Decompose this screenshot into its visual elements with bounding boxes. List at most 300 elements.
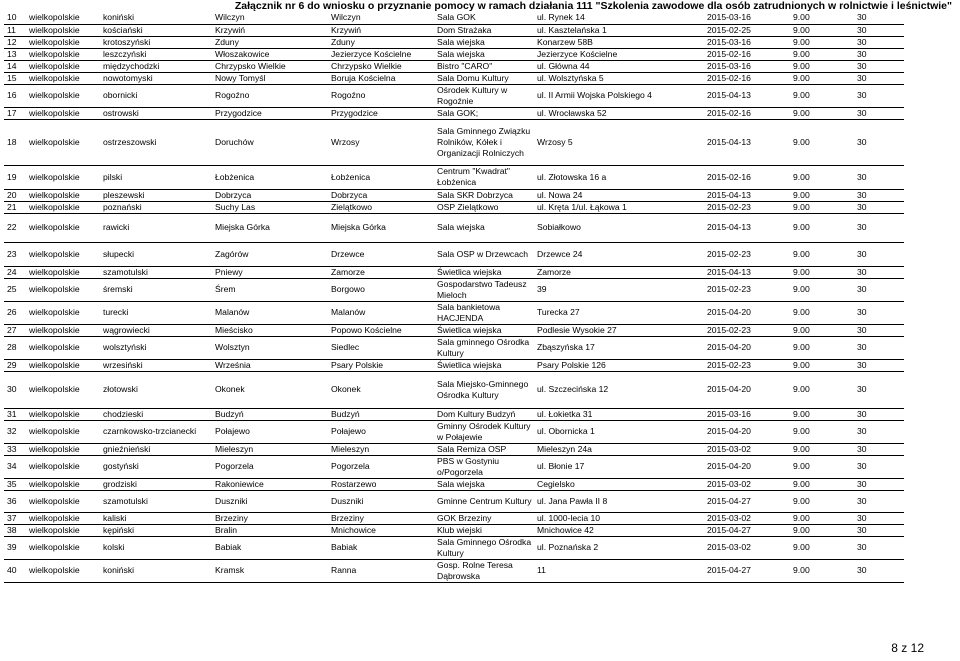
participants-cell: 30 bbox=[854, 242, 904, 266]
time-cell: 9.00 bbox=[790, 371, 854, 408]
voivodeship-cell: wielkopolskie bbox=[26, 490, 100, 512]
date-cell: 2015-03-16 bbox=[704, 36, 790, 48]
row-number-cell: 12 bbox=[4, 36, 26, 48]
municipality-cell: Pogorzela bbox=[212, 455, 328, 478]
municipality-cell: Brzeziny bbox=[212, 512, 328, 524]
row-number-cell: 22 bbox=[4, 213, 26, 242]
date-cell: 2015-04-20 bbox=[704, 301, 790, 324]
row-number-cell: 15 bbox=[4, 72, 26, 84]
time-cell: 9.00 bbox=[790, 278, 854, 301]
locality-cell: Boruja Kościelna bbox=[328, 72, 434, 84]
voivodeship-cell: wielkopolskie bbox=[26, 278, 100, 301]
locality-cell: Chrzypsko Wielkie bbox=[328, 60, 434, 72]
table-row bbox=[4, 48, 904, 60]
voivodeship-cell: wielkopolskie bbox=[26, 336, 100, 359]
date-cell: 2015-02-16 bbox=[704, 72, 790, 84]
time-cell: 9.00 bbox=[790, 201, 854, 213]
time-cell: 9.00 bbox=[790, 301, 854, 324]
voivodeship-cell: wielkopolskie bbox=[26, 536, 100, 559]
locality-cell: Duszniki bbox=[328, 490, 434, 512]
county-cell: turecki bbox=[100, 301, 212, 324]
voivodeship-cell: wielkopolskie bbox=[26, 524, 100, 536]
county-cell: ostrowski bbox=[100, 107, 212, 119]
municipality-cell: Dobrzyca bbox=[212, 189, 328, 201]
venue-cell: Świetlica wiejska bbox=[434, 266, 534, 278]
locality-cell: Borgowo bbox=[328, 278, 434, 301]
municipality-cell: Rakoniewice bbox=[212, 478, 328, 490]
participants-cell: 30 bbox=[854, 60, 904, 72]
voivodeship-cell: wielkopolskie bbox=[26, 420, 100, 443]
table-row bbox=[4, 443, 904, 455]
voivodeship-cell: wielkopolskie bbox=[26, 408, 100, 420]
date-cell: 2015-04-13 bbox=[704, 213, 790, 242]
table-row bbox=[4, 119, 904, 165]
address-cell: ul. Nowa 24 bbox=[534, 189, 704, 201]
voivodeship-cell: wielkopolskie bbox=[26, 12, 100, 24]
county-cell: chodzieski bbox=[100, 408, 212, 420]
time-cell: 9.00 bbox=[790, 242, 854, 266]
time-cell: 9.00 bbox=[790, 60, 854, 72]
municipality-cell: Włoszakowice bbox=[212, 48, 328, 60]
county-cell: ostrzeszowski bbox=[100, 119, 212, 165]
voivodeship-cell: wielkopolskie bbox=[26, 201, 100, 213]
municipality-cell: Okonek bbox=[212, 371, 328, 408]
table-row bbox=[4, 213, 904, 242]
participants-cell: 30 bbox=[854, 36, 904, 48]
table-row bbox=[4, 242, 904, 266]
voivodeship-cell: wielkopolskie bbox=[26, 359, 100, 371]
voivodeship-cell: wielkopolskie bbox=[26, 324, 100, 336]
county-cell: czarnkowsko-trzcianecki bbox=[100, 420, 212, 443]
address-cell: Jezierzyce Kościelne bbox=[534, 48, 704, 60]
venue-cell: Dom Strażaka bbox=[434, 24, 534, 36]
date-cell: 2015-04-13 bbox=[704, 84, 790, 107]
participants-cell: 30 bbox=[854, 490, 904, 512]
participants-cell: 30 bbox=[854, 201, 904, 213]
county-cell: wolsztyński bbox=[100, 336, 212, 359]
table-row bbox=[4, 12, 904, 24]
row-number-cell: 21 bbox=[4, 201, 26, 213]
voivodeship-cell: wielkopolskie bbox=[26, 478, 100, 490]
date-cell: 2015-04-13 bbox=[704, 119, 790, 165]
time-cell: 9.00 bbox=[790, 408, 854, 420]
table-row bbox=[4, 165, 904, 189]
participants-cell: 30 bbox=[854, 84, 904, 107]
municipality-cell: Miejska Górka bbox=[212, 213, 328, 242]
time-cell: 9.00 bbox=[790, 536, 854, 559]
row-number-cell: 23 bbox=[4, 242, 26, 266]
row-number-cell: 39 bbox=[4, 536, 26, 559]
row-number-cell: 28 bbox=[4, 336, 26, 359]
row-number-cell: 36 bbox=[4, 490, 26, 512]
venue-cell: Sala bankietowa HACJENDA bbox=[434, 301, 534, 324]
municipality-cell: Zduny bbox=[212, 36, 328, 48]
venue-cell: Sala GOK; bbox=[434, 107, 534, 119]
row-number-cell: 33 bbox=[4, 443, 26, 455]
municipality-cell: Duszniki bbox=[212, 490, 328, 512]
participants-cell: 30 bbox=[854, 213, 904, 242]
time-cell: 9.00 bbox=[790, 266, 854, 278]
time-cell: 9.00 bbox=[790, 165, 854, 189]
county-cell: gnieźnieński bbox=[100, 443, 212, 455]
row-number-cell: 11 bbox=[4, 24, 26, 36]
participants-cell: 30 bbox=[854, 48, 904, 60]
locality-cell: Wilczyn bbox=[328, 12, 434, 24]
row-number-cell: 27 bbox=[4, 324, 26, 336]
address-cell: 39 bbox=[534, 278, 704, 301]
date-cell: 2015-03-16 bbox=[704, 60, 790, 72]
date-cell: 2015-02-16 bbox=[704, 107, 790, 119]
table-row bbox=[4, 189, 904, 201]
date-cell: 2015-03-02 bbox=[704, 536, 790, 559]
venue-cell: Gospodarstwo Tadeusz Mieloch bbox=[434, 278, 534, 301]
municipality-cell: Krzywiń bbox=[212, 24, 328, 36]
date-cell: 2015-02-23 bbox=[704, 242, 790, 266]
address-cell: Konarzew 58B bbox=[534, 36, 704, 48]
locality-cell: Rogoźno bbox=[328, 84, 434, 107]
participants-cell: 30 bbox=[854, 371, 904, 408]
time-cell: 9.00 bbox=[790, 324, 854, 336]
table-row bbox=[4, 359, 904, 371]
county-cell: krotoszyński bbox=[100, 36, 212, 48]
date-cell: 2015-04-20 bbox=[704, 455, 790, 478]
municipality-cell: Wolsztyn bbox=[212, 336, 328, 359]
date-cell: 2015-04-13 bbox=[704, 266, 790, 278]
venue-cell: Sala gminnego Ośrodka Kultury bbox=[434, 336, 534, 359]
county-cell: międzychodzki bbox=[100, 60, 212, 72]
participants-cell: 30 bbox=[854, 559, 904, 582]
participants-cell: 30 bbox=[854, 301, 904, 324]
row-number-cell: 19 bbox=[4, 165, 26, 189]
municipality-cell: Babiak bbox=[212, 536, 328, 559]
participants-cell: 30 bbox=[854, 512, 904, 524]
time-cell: 9.00 bbox=[790, 84, 854, 107]
venue-cell: Sala Domu Kultury bbox=[434, 72, 534, 84]
participants-cell: 30 bbox=[854, 536, 904, 559]
table-row bbox=[4, 371, 904, 408]
county-cell: wrzesiński bbox=[100, 359, 212, 371]
voivodeship-cell: wielkopolskie bbox=[26, 36, 100, 48]
participants-cell: 30 bbox=[854, 336, 904, 359]
address-cell: ul. Główna 44 bbox=[534, 60, 704, 72]
voivodeship-cell: wielkopolskie bbox=[26, 266, 100, 278]
municipality-cell: Bralin bbox=[212, 524, 328, 536]
address-cell: Wrzosy 5 bbox=[534, 119, 704, 165]
venue-cell: GOK Brzeziny bbox=[434, 512, 534, 524]
municipality-cell: Pniewy bbox=[212, 266, 328, 278]
venue-cell: Sala wiejska bbox=[434, 213, 534, 242]
county-cell: kępiński bbox=[100, 524, 212, 536]
address-cell: Psary Polskie 126 bbox=[534, 359, 704, 371]
participants-cell: 30 bbox=[854, 359, 904, 371]
row-number-cell: 38 bbox=[4, 524, 26, 536]
address-cell: Sobiałkowo bbox=[534, 213, 704, 242]
time-cell: 9.00 bbox=[790, 72, 854, 84]
date-cell: 2015-03-02 bbox=[704, 512, 790, 524]
venue-cell: Klub wiejski bbox=[434, 524, 534, 536]
date-cell: 2015-04-20 bbox=[704, 371, 790, 408]
municipality-cell: Przygodzice bbox=[212, 107, 328, 119]
time-cell: 9.00 bbox=[790, 420, 854, 443]
municipality-cell: Kramsk bbox=[212, 559, 328, 582]
row-number-cell: 29 bbox=[4, 359, 26, 371]
venue-cell: Bistro "CARO" bbox=[434, 60, 534, 72]
participants-cell: 30 bbox=[854, 324, 904, 336]
venue-cell: Sala wiejska bbox=[434, 36, 534, 48]
locality-cell: Babiak bbox=[328, 536, 434, 559]
address-cell: Mnichowice 42 bbox=[534, 524, 704, 536]
row-number-cell: 20 bbox=[4, 189, 26, 201]
county-cell: rawicki bbox=[100, 213, 212, 242]
venue-cell: Sala GOK bbox=[434, 12, 534, 24]
date-cell: 2015-02-16 bbox=[704, 165, 790, 189]
venue-cell: Dom Kultury Budzyń bbox=[434, 408, 534, 420]
municipality-cell: Budzyń bbox=[212, 408, 328, 420]
locality-cell: Budzyń bbox=[328, 408, 434, 420]
row-number-cell: 30 bbox=[4, 371, 26, 408]
table-row bbox=[4, 455, 904, 478]
venue-cell: OSP Zielątkowo bbox=[434, 201, 534, 213]
address-cell: ul. II Armii Wojska Polskiego 4 bbox=[534, 84, 704, 107]
locality-cell: Okonek bbox=[328, 371, 434, 408]
county-cell: gostyński bbox=[100, 455, 212, 478]
address-cell: ul. Błonie 17 bbox=[534, 455, 704, 478]
address-cell: Zbąszyńska 17 bbox=[534, 336, 704, 359]
county-cell: kościański bbox=[100, 24, 212, 36]
locality-cell: Mnichowice bbox=[328, 524, 434, 536]
address-cell: Cegielsko bbox=[534, 478, 704, 490]
row-number-cell: 34 bbox=[4, 455, 26, 478]
table-row bbox=[4, 107, 904, 119]
participants-cell: 30 bbox=[854, 524, 904, 536]
voivodeship-cell: wielkopolskie bbox=[26, 119, 100, 165]
date-cell: 2015-02-23 bbox=[704, 278, 790, 301]
table-row bbox=[4, 36, 904, 48]
table-row bbox=[4, 301, 904, 324]
locality-cell: Zduny bbox=[328, 36, 434, 48]
time-cell: 9.00 bbox=[790, 559, 854, 582]
venue-cell: Sala Gminnego Związku Rolników, Kółek i Organizacji Rolniczych bbox=[434, 119, 534, 165]
voivodeship-cell: wielkopolskie bbox=[26, 165, 100, 189]
county-cell: poznański bbox=[100, 201, 212, 213]
locality-cell: Brzeziny bbox=[328, 512, 434, 524]
address-cell: ul. Poznańska 2 bbox=[534, 536, 704, 559]
table-row bbox=[4, 336, 904, 359]
locality-cell: Popowo Kościelne bbox=[328, 324, 434, 336]
voivodeship-cell: wielkopolskie bbox=[26, 301, 100, 324]
date-cell: 2015-02-23 bbox=[704, 359, 790, 371]
venue-cell: Gosp. Rolne Teresa Dąbrowska bbox=[434, 559, 534, 582]
row-number-cell: 31 bbox=[4, 408, 26, 420]
locality-cell: Łobżenica bbox=[328, 165, 434, 189]
date-cell: 2015-04-13 bbox=[704, 189, 790, 201]
address-cell: ul. Wrocławska 52 bbox=[534, 107, 704, 119]
municipality-cell: Połajewo bbox=[212, 420, 328, 443]
county-cell: wągrowiecki bbox=[100, 324, 212, 336]
venue-cell: Sala Gminnego Ośrodka Kultury bbox=[434, 536, 534, 559]
municipality-cell: Chrzypsko Wielkie bbox=[212, 60, 328, 72]
date-cell: 2015-03-16 bbox=[704, 12, 790, 24]
address-cell: ul. Kręta 1/ul. Łąkowa 1 bbox=[534, 201, 704, 213]
time-cell: 9.00 bbox=[790, 36, 854, 48]
voivodeship-cell: wielkopolskie bbox=[26, 60, 100, 72]
time-cell: 9.00 bbox=[790, 189, 854, 201]
row-number-cell: 40 bbox=[4, 559, 26, 582]
address-cell: Turecka 27 bbox=[534, 301, 704, 324]
participants-cell: 30 bbox=[854, 266, 904, 278]
row-number-cell: 13 bbox=[4, 48, 26, 60]
locality-cell: Psary Polskie bbox=[328, 359, 434, 371]
voivodeship-cell: wielkopolskie bbox=[26, 443, 100, 455]
row-number-cell: 24 bbox=[4, 266, 26, 278]
locality-cell: Dobrzyca bbox=[328, 189, 434, 201]
participants-cell: 30 bbox=[854, 119, 904, 165]
locality-cell: Ranna bbox=[328, 559, 434, 582]
address-cell: ul. Obornicka 1 bbox=[534, 420, 704, 443]
table-row bbox=[4, 490, 904, 512]
table-row bbox=[4, 524, 904, 536]
locality-cell: Siedlec bbox=[328, 336, 434, 359]
county-cell: grodziski bbox=[100, 478, 212, 490]
voivodeship-cell: wielkopolskie bbox=[26, 189, 100, 201]
date-cell: 2015-03-02 bbox=[704, 478, 790, 490]
municipality-cell: Zagórów bbox=[212, 242, 328, 266]
county-cell: pleszewski bbox=[100, 189, 212, 201]
address-cell: Drzewce 24 bbox=[534, 242, 704, 266]
venue-cell: PBS w Gostyniu o/Pogorzela bbox=[434, 455, 534, 478]
locality-cell: Drzewce bbox=[328, 242, 434, 266]
county-cell: szamotulski bbox=[100, 490, 212, 512]
municipality-cell: Suchy Las bbox=[212, 201, 328, 213]
voivodeship-cell: wielkopolskie bbox=[26, 559, 100, 582]
table-row bbox=[4, 559, 904, 582]
address-cell: Zamorze bbox=[534, 266, 704, 278]
address-cell: ul. 1000-lecia 10 bbox=[534, 512, 704, 524]
table-row bbox=[4, 536, 904, 559]
municipality-cell: Śrem bbox=[212, 278, 328, 301]
time-cell: 9.00 bbox=[790, 524, 854, 536]
table-row bbox=[4, 201, 904, 213]
venue-cell: Ośrodek Kultury w Rogoźnie bbox=[434, 84, 534, 107]
time-cell: 9.00 bbox=[790, 336, 854, 359]
locality-cell: Połajewo bbox=[328, 420, 434, 443]
venue-cell: Sala OSP w Drzewcach bbox=[434, 242, 534, 266]
participants-cell: 30 bbox=[854, 189, 904, 201]
date-cell: 2015-02-25 bbox=[704, 24, 790, 36]
county-cell: szamotulski bbox=[100, 266, 212, 278]
time-cell: 9.00 bbox=[790, 48, 854, 60]
locality-cell: Malanów bbox=[328, 301, 434, 324]
county-cell: leszczyński bbox=[100, 48, 212, 60]
date-cell: 2015-03-16 bbox=[704, 408, 790, 420]
address-cell: ul. Szczecińska 12 bbox=[534, 371, 704, 408]
venue-cell: Sala Miejsko-Gminnego Ośrodka Kultury bbox=[434, 371, 534, 408]
locality-cell: Zamorze bbox=[328, 266, 434, 278]
venue-cell: Świetlica wiejska bbox=[434, 324, 534, 336]
municipality-cell: Łobżenica bbox=[212, 165, 328, 189]
venue-cell: Sala SKR Dobrzyca bbox=[434, 189, 534, 201]
participants-cell: 30 bbox=[854, 455, 904, 478]
participants-cell: 30 bbox=[854, 72, 904, 84]
participants-cell: 30 bbox=[854, 278, 904, 301]
address-cell: ul. Kasztelańska 1 bbox=[534, 24, 704, 36]
locality-cell: Pogorzela bbox=[328, 455, 434, 478]
municipality-cell: Rogoźno bbox=[212, 84, 328, 107]
municipality-cell: Września bbox=[212, 359, 328, 371]
time-cell: 9.00 bbox=[790, 478, 854, 490]
county-cell: słupecki bbox=[100, 242, 212, 266]
address-cell: ul. Złotowska 16 a bbox=[534, 165, 704, 189]
address-cell: Mieleszyn 24a bbox=[534, 443, 704, 455]
address-cell: ul. Rynek 14 bbox=[534, 12, 704, 24]
table-row bbox=[4, 24, 904, 36]
table-row bbox=[4, 408, 904, 420]
time-cell: 9.00 bbox=[790, 24, 854, 36]
voivodeship-cell: wielkopolskie bbox=[26, 512, 100, 524]
municipality-cell: Malanów bbox=[212, 301, 328, 324]
county-cell: złotowski bbox=[100, 371, 212, 408]
time-cell: 9.00 bbox=[790, 512, 854, 524]
time-cell: 9.00 bbox=[790, 213, 854, 242]
voivodeship-cell: wielkopolskie bbox=[26, 72, 100, 84]
training-schedule-table bbox=[4, 12, 904, 583]
venue-cell: Sala Remiza OSP bbox=[434, 443, 534, 455]
row-number-cell: 14 bbox=[4, 60, 26, 72]
date-cell: 2015-04-20 bbox=[704, 420, 790, 443]
date-cell: 2015-02-16 bbox=[704, 48, 790, 60]
voivodeship-cell: wielkopolskie bbox=[26, 371, 100, 408]
time-cell: 9.00 bbox=[790, 443, 854, 455]
document-header: Załącznik nr 6 do wniosku o przyznanie pomocy w ramach działania 111 "Szkolenia zawodowe dla osób zatrudnionych w rolnictwie i leśnictwie" bbox=[234, 0, 952, 12]
voivodeship-cell: wielkopolskie bbox=[26, 213, 100, 242]
date-cell: 2015-04-20 bbox=[704, 336, 790, 359]
voivodeship-cell: wielkopolskie bbox=[26, 24, 100, 36]
participants-cell: 30 bbox=[854, 408, 904, 420]
time-cell: 9.00 bbox=[790, 119, 854, 165]
municipality-cell: Nowy Tomyśl bbox=[212, 72, 328, 84]
time-cell: 9.00 bbox=[790, 359, 854, 371]
locality-cell: Zielątkowo bbox=[328, 201, 434, 213]
participants-cell: 30 bbox=[854, 24, 904, 36]
participants-cell: 30 bbox=[854, 478, 904, 490]
voivodeship-cell: wielkopolskie bbox=[26, 242, 100, 266]
table-row bbox=[4, 72, 904, 84]
municipality-cell: Wilczyn bbox=[212, 12, 328, 24]
county-cell: koniński bbox=[100, 559, 212, 582]
voivodeship-cell: wielkopolskie bbox=[26, 455, 100, 478]
municipality-cell: Mieleszyn bbox=[212, 443, 328, 455]
table-row bbox=[4, 420, 904, 443]
voivodeship-cell: wielkopolskie bbox=[26, 107, 100, 119]
participants-cell: 30 bbox=[854, 12, 904, 24]
locality-cell: Miejska Górka bbox=[328, 213, 434, 242]
table-row bbox=[4, 278, 904, 301]
row-number-cell: 37 bbox=[4, 512, 26, 524]
row-number-cell: 17 bbox=[4, 107, 26, 119]
venue-cell: Gminny Ośrodek Kultury w Połajewie bbox=[434, 420, 534, 443]
county-cell: śremski bbox=[100, 278, 212, 301]
table-row bbox=[4, 478, 904, 490]
voivodeship-cell: wielkopolskie bbox=[26, 48, 100, 60]
address-cell: ul. Wolsztyńska 5 bbox=[534, 72, 704, 84]
address-cell: 11 bbox=[534, 559, 704, 582]
row-number-cell: 10 bbox=[4, 12, 26, 24]
venue-cell: Centrum "Kwadrat" Łobżenica bbox=[434, 165, 534, 189]
date-cell: 2015-02-23 bbox=[704, 324, 790, 336]
venue-cell: Gminne Centrum Kultury bbox=[434, 490, 534, 512]
row-number-cell: 25 bbox=[4, 278, 26, 301]
participants-cell: 30 bbox=[854, 107, 904, 119]
